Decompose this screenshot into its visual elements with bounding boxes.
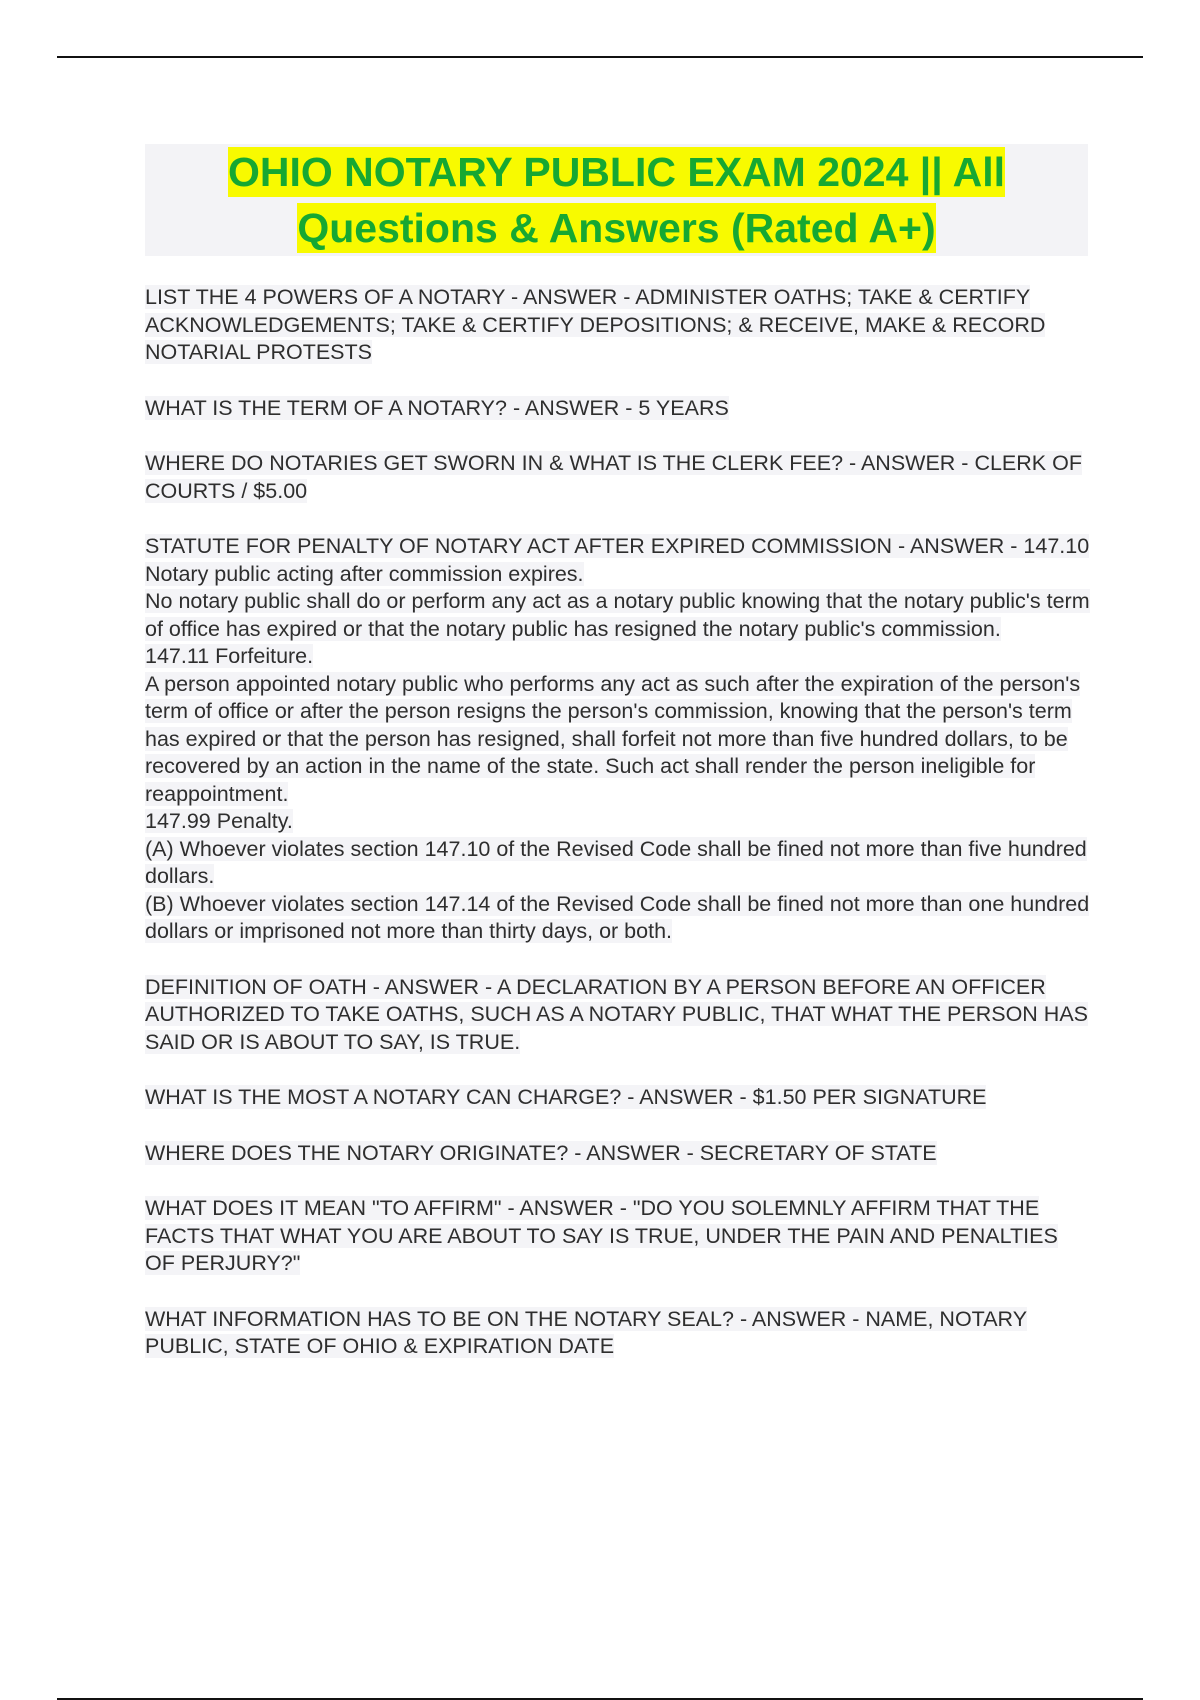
qa-list	[145, 284, 1090, 1389]
qa-item	[145, 974, 1090, 1057]
document-title	[145, 144, 1088, 256]
qa-item	[145, 533, 1090, 946]
qa-text: WHERE DOES THE NOTARY ORIGINATE? - ANSWER - SECRETARY OF STATE	[145, 1140, 937, 1165]
qa-text: LIST THE 4 POWERS OF A NOTARY - ANSWER - ADMINISTER OATHS; TAKE & CERTIFY ACKNOWLEDGEMENTS; TAKE & CERTIFY DEPOSITIONS; & RECEIVE, MAKE & RECORD NOTARIAL PROTESTS	[145, 285, 1046, 364]
qa-item	[145, 450, 1090, 505]
qa-item	[145, 1195, 1090, 1278]
qa-text: WHAT INFORMATION HAS TO BE ON THE NOTARY SEAL? - ANSWER - NAME, NOTARY PUBLIC, STATE OF OHIO & EXPIRATION DATE	[145, 1306, 1028, 1358]
qa-text: WHAT IS THE TERM OF A NOTARY? - ANSWER - 5 YEARS	[145, 395, 729, 420]
qa-text: WHAT DOES IT MEAN "TO AFFIRM" - ANSWER - "DO YOU SOLEMNLY AFFIRM THAT THE FACTS THAT WHAT YOU ARE ABOUT TO SAY IS TRUE, UNDER THE PAIN AND PENALTIES OF PERJURY?"	[145, 1196, 1058, 1275]
title-line-1: OHIO NOTARY PUBLIC EXAM 2024 || All	[227, 149, 1006, 195]
qa-item	[145, 1140, 1090, 1168]
qa-text: DEFINITION OF OATH - ANSWER - A DECLARATION BY A PERSON BEFORE AN OFFICER AUTHORIZED TO TAKE OATHS, SUCH AS A NOTARY PUBLIC, THAT WHAT THE PERSON HAS SAID OR IS ABOUT TO SAY, IS TRUE.	[145, 974, 1089, 1054]
qa-item	[145, 284, 1090, 367]
title-line-2: Questions & Answers (Rated A+)	[297, 205, 936, 251]
top-rule	[57, 56, 1143, 58]
qa-text: STATUTE FOR PENALTY OF NOTARY ACT AFTER EXPIRED COMMISSION - ANSWER - 147.10 Notary public acting after commission expires. No notary public shall do or perform any act as a notary public knowing that the notary public's term of office has expired or that the notary public has resigned the notary public's commission. 147.11 Forfeiture. A person appointed notary public who performs any act as such after the expiration of the person's term of office or after the person resigns the person's commission, knowing that the person's term has expired or that the person has resigned, shall forfeit not more than five hundred dollars, to be recovered by an action in the name of the state. Such act shall render the person ineligible for reappointment. 147.99 Penalty. (A) Whoever violates section 147.10 of the Revised Code shall be fined not more than five hundred dollars. (B) Whoever violates section 147.14 of the Revised Code shall be fined not more than one hundred dollars or imprisoned not more than thirty days, or both.	[145, 534, 1090, 943]
qa-item	[145, 1084, 1090, 1112]
qa-text: WHERE DO NOTARIES GET SWORN IN & WHAT IS THE CLERK FEE? - ANSWER - CLERK OF COURTS / $5.00	[145, 451, 1082, 503]
qa-text: WHAT IS THE MOST A NOTARY CAN CHARGE? - ANSWER - $1.50 PER SIGNATURE	[145, 1085, 987, 1109]
qa-item	[145, 1306, 1090, 1361]
qa-item	[145, 395, 1090, 423]
